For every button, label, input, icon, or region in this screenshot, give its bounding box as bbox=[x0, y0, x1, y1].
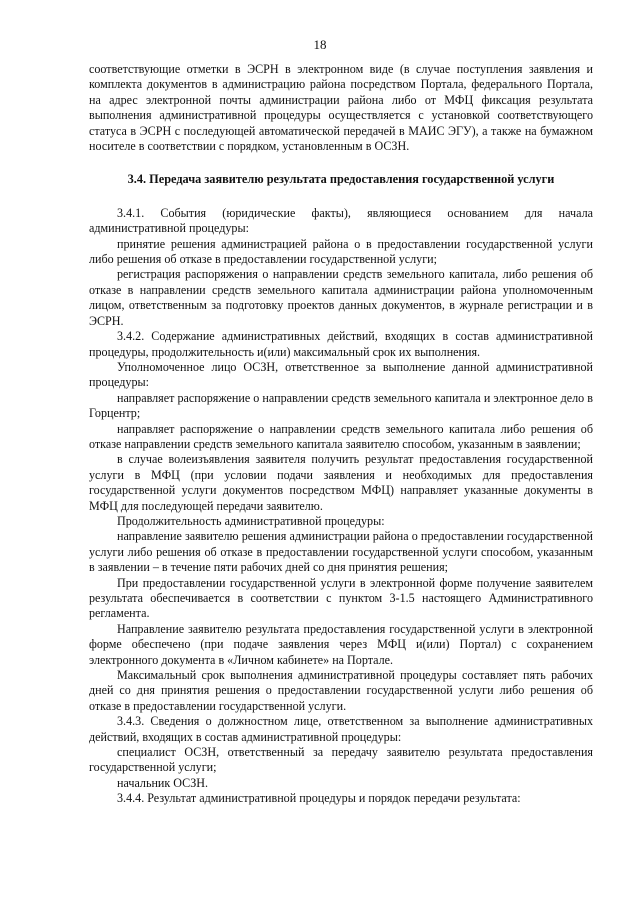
paragraph: соответствующие отметки в ЭСРН в электронном виде (в случае поступления заявления и комплекта документов в администрацию района посредством Портала, федерального Портала, на адрес электронной почты администрации района либо от МФЦ фиксация результата выполнения административной процедуры осуществляется с установкой соответствующего статуса в ЭСРН с последующей автоматической передачей в МАИС ЭГУ), а также на бумажном носителе в соответствии с порядком, установленным в ОСЗН. bbox=[89, 62, 593, 154]
page-number: 18 bbox=[313, 37, 327, 52]
paragraph: Максимальный срок выполнения административной процедуры составляет пять рабочих дней со дня принятия решения о предоставлении государственной услуги либо решения об отказе в предоставлении государственной услуги. bbox=[89, 668, 593, 713]
paragraph: направление заявителю решения администрации района о предоставлении государственной услуги либо решения об отказе в предоставлении государственной услуги способом, указанным в заявлении – в течение пяти рабочих дней со дня принятия решения; bbox=[89, 529, 593, 575]
paragraph: принятие решения администрацией района о в предоставлении государственной услуги либо решения об отказе в предоставлении государственной услуги; bbox=[89, 236, 593, 267]
paragraph: 3.4.2. Содержание административных действий, входящих в состав административной процедуры, продолжительность и(или) максимальный срок их выполнения. bbox=[89, 329, 593, 359]
paragraph: 3.4.3. Сведения о должностном лице, ответственном за выполнение административных действий, входящих в состав административной процедуры: bbox=[89, 714, 593, 744]
paragraph: направляет распоряжение о направлении средств земельного капитала и электронное дело в Горцентр; bbox=[89, 390, 593, 421]
paragraph: Уполномоченное лицо ОСЗН, ответственное за выполнение данной административной процедуры: bbox=[89, 359, 593, 390]
document-body bbox=[89, 62, 593, 807]
paragraph: 3.4.1. События (юридические факты), являющиеся основанием для начала административной процедуры: bbox=[89, 205, 593, 236]
paragraph: регистрация распоряжения о направлении средств земельного капитала, либо решения об отказе в направлении средств земельного капитала администрации района уполномоченным лицом, ответственным за подготовку проектов данных документов, в журнале регистрации и в ЭСРН. bbox=[89, 267, 593, 328]
paragraph: Направление заявителю результата предоставления государственной услуги в электронной форме обеспечено (при подаче заявления через МФЦ и(или) Портал) с сохранением электронного документа в «Личном кабинете» на Портале. bbox=[89, 621, 593, 667]
section-heading: 3.4. Передача заявителю результата предоставления государственной услуги bbox=[127, 172, 555, 187]
paragraph: направляет распоряжение о направлении средств земельного капитала либо решения об отказе направлении средств земельного капитала заявителю способом, указанным в заявлении; bbox=[89, 421, 593, 451]
paragraph: начальник ОСЗН. bbox=[117, 775, 209, 790]
paragraph: специалист ОСЗН, ответственный за передачу заявителю результата предоставления государственной услуги; bbox=[89, 745, 593, 775]
paragraph: При предоставлении государственной услуги в электронной форме получение заявителем результата обеспечивается в соответствии с пунктом 3-1.5 настоящего Административного регламента. bbox=[89, 575, 593, 621]
paragraph: в случае волеизъявления заявителя получить результат предоставления государственной услуги в МФЦ (при условии подачи заявления и необходимых для предоставления государственной услуги документов посредством МФЦ) направляет указанные документы в МФЦ для последующей передачи заявителю. bbox=[89, 452, 593, 513]
paragraph: 3.4.4. Результат административной процедуры и порядок передачи результата: bbox=[117, 791, 521, 806]
paragraph: Продолжительность административной процедуры: bbox=[117, 513, 385, 528]
